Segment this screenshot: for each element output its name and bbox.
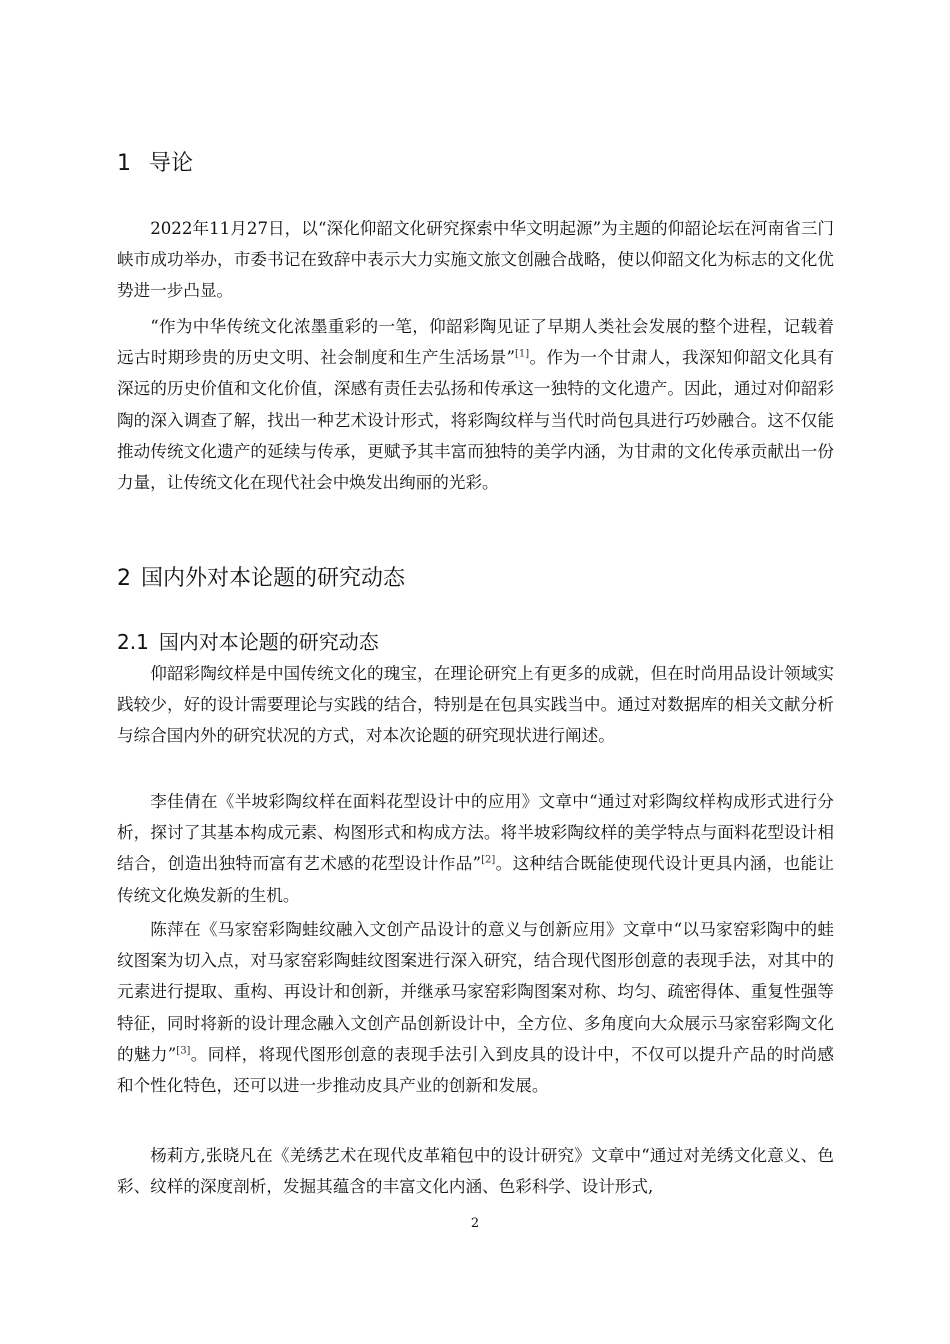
paragraph-text: 。同样，将现代图形创意的表现手法引入到皮具的设计中，不仅可以提升产品的时尚感和个性化特色，还可以进一步推动皮具产业的创新和发展。 [117, 1044, 835, 1096]
subsection-heading [117, 628, 379, 656]
subsection-title: 国内对本论题的研究动态 [158, 630, 379, 654]
section-heading-2 [117, 564, 405, 594]
paragraph [117, 914, 834, 1101]
paragraph [117, 1140, 834, 1202]
paragraph-text: 仰韶彩陶纹样是中国传统文化的瑰宝，在理论研究上有更多的成就，但在时尚用品设计领域实践较少，好的设计需要理论与实践的结合，特别是在包具实践当中。通过对数据库的相关文献分析与综合国内外的研究状况的方式，对本次论题的研究现状进行阐述。 [117, 664, 834, 746]
section-heading-1 [117, 149, 193, 179]
citation-ref: [2] [481, 854, 496, 866]
subsection-number: 2.1 [117, 630, 149, 654]
section-title: 国内外对本论题的研究动态 [141, 566, 406, 591]
paragraph [117, 311, 834, 498]
paragraph [117, 658, 834, 752]
section-number: 2 [117, 566, 131, 591]
page-number: 2 [470, 1216, 480, 1231]
section-title: 导论 [149, 151, 194, 176]
paragraph-text: “作为中华传统文化浓墨重彩的一笔，仰韶彩陶见证了早期人类社会发展的整个进程，记载着远古时期珍贵的历史文明、社会制度和生产生活场景” [117, 317, 834, 368]
paragraph [117, 213, 834, 307]
paragraph-text: 。作为一个甘肃人，我深知仰韶文化具有深远的历史价值和文化价值，深感有责任去弘扬和传承这一独特的文化遗产。因此，通过对仰韶彩陶的深入调查了解，找出一种艺术设计形式，将彩陶纹样与当代时尚包具进行巧妙融合。这不仅能推动传统文化遗产的延续与传承，更赋予其丰富而独特的美学内涵，为甘肃的文化传承贡献出一份力量，让传统文化在现代社会中焕发出绚丽的光彩。 [117, 348, 835, 493]
citation-ref: [3] [176, 1045, 191, 1057]
paragraph-text: 2022年11月27日，以“深化仰韶文化研究探索中华文明起源”为主题的仰韶论坛在河南省三门峡市成功举办，市委书记在致辞中表示大力实施文旅文创融合战略，使以仰韶文化为标志的文化优势进一步凸显。 [117, 219, 834, 301]
paragraph-text: 陈萍在《马家窑彩陶蛙纹融入文创产品设计的意义与创新应用》文章中“以马家窑彩陶中的蛙纹图案为切入点，对马家窑彩陶蛙纹图案进行深入研究，结合现代图形创意的表现手法，对其中的元素进行提取、重构、再设计和创新，并继承马家窑彩陶图案对称、均匀、疏密得体、重复性强等特征，同时将新的设计理念融入文创产品创新设计中，全方位、多角度向大众展示马家窑彩陶文化的魅力” [117, 920, 834, 1064]
paragraph-text: 。这种结合既能使现代设计更具内涵，也能让传统文化焕发新的生机。 [117, 854, 834, 905]
paragraph-text: 杨莉方,张晓凡在《羌绣艺术在现代皮革箱包中的设计研究》文章中“通过对羌绣文化意义、色彩、纹样的深度剖析，发掘其蕴含的丰富文化内涵、色彩科学、设计形式, [117, 1146, 834, 1197]
section-number: 1 [117, 151, 131, 176]
paragraph [117, 786, 834, 911]
citation-ref: [1] [515, 348, 530, 360]
paragraph-text: 李佳倩在《半坡彩陶纹样在面料花型设计中的应用》文章中“通过对彩陶纹样构成形式进行分析，探讨了其基本构成元素、构图形式和构成方法。将半坡彩陶纹样的美学特点与面料花型设计相结合，创造出独特而富有艺术感的花型设计作品” [117, 792, 834, 874]
